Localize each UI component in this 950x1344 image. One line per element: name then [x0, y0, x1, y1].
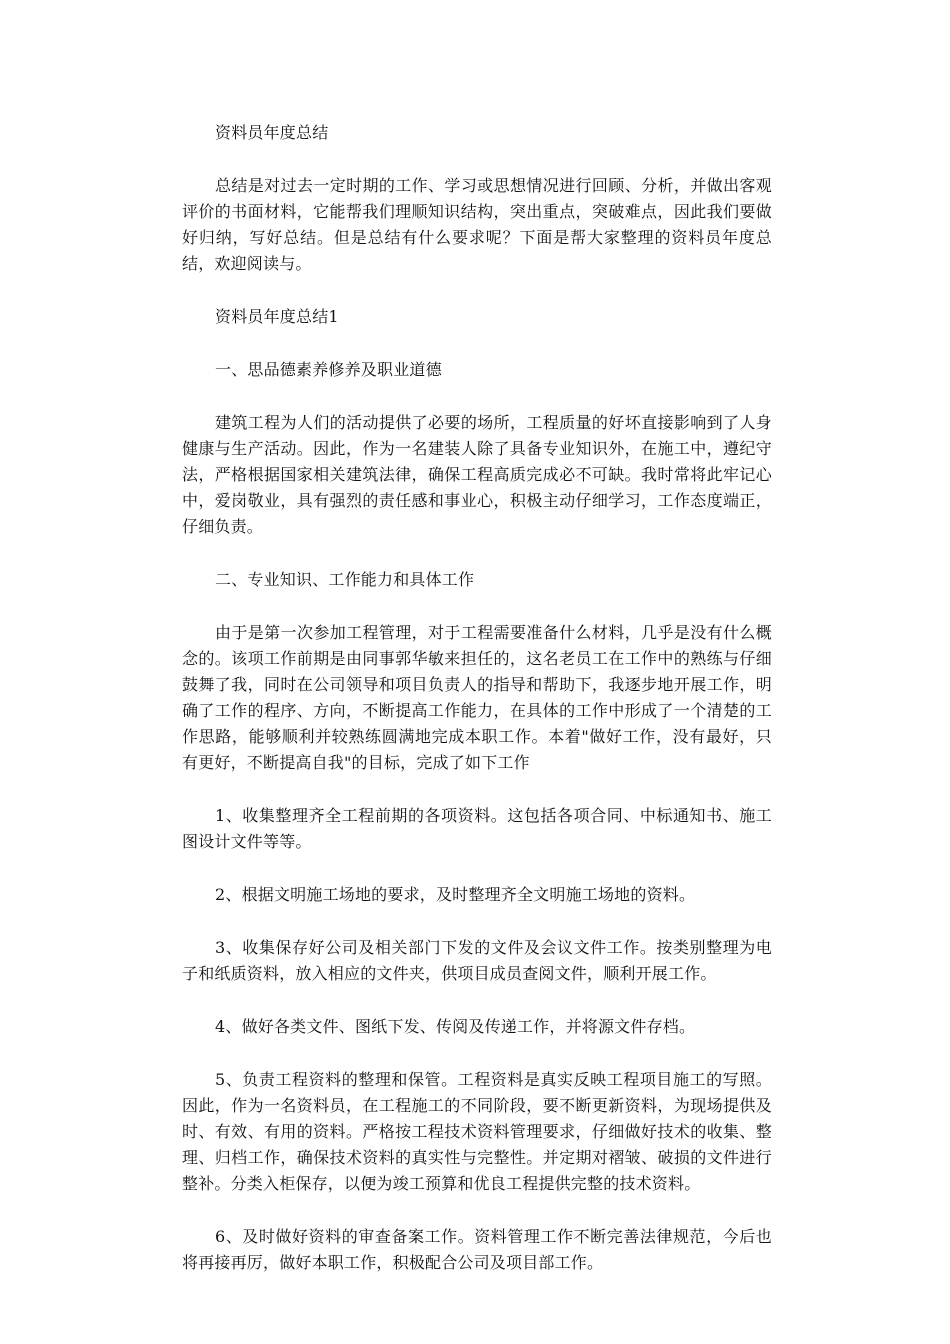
part1-body: 建筑工程为人们的活动提供了必要的场所，工程质量的好坏直接影响到了人身健康与生产活动。因此，作为一名建装人除了具备专业知识外，在施工中，遵纪守法，严格根据国家相关建筑法律，确保工程高质完成必不可缺。我时常将此牢记心中，爱岗敬业，具有强烈的责任感和事业心，积极主动仔细学习，工作态度端正，仔细负责。: [182, 413, 772, 536]
list-item: 2、根据文明施工场地的要求，及时整理齐全文明施工场地的资料。: [215, 885, 696, 904]
list-item: 3、收集保存好公司及相关部门下发的文件及会议文件工作。按类别整理为电子和纸质资料，放入相应的文件夹，供项目成员查阅文件，顺利开展工作。: [182, 938, 772, 983]
part1-heading: 一、思品德素养修养及职业道德: [215, 360, 442, 379]
document-page: [182, 120, 772, 1303]
list-item: 6、及时做好资料的审查备案工作。资料管理工作不断完善法律规范，今后也将再接再厉，做好本职工作，积极配合公司及项目部工作。: [182, 1227, 772, 1272]
intro-paragraph: 总结是对过去一定时期的工作、学习或思想情况进行回顾、分析，并做出客观评价的书面材料，它能帮我们理顺知识结构，突出重点，突破难点，因此我们要做好归纳，写好总结。但是总结有什么要求呢？下面是帮大家整理的资料员年度总结，欢迎阅读与。: [182, 176, 772, 273]
part2-body: 由于是第一次参加工程管理，对于工程需要准备什么材料，几乎是没有什么概念的。该项工作前期是由同事郭华敏来担任的，这名老员工在工作中的熟练与仔细鼓舞了我，同时在公司领导和项目负责人的指导和帮助下，我逐步地开展工作，明确了工作的程序、方向，不断提高工作能力，在具体的工作中形成了一个清楚的工作思路，能够顺利并较熟练圆满地完成本职工作。本着"做好工作，没有最好，只有更好，不断提高自我"的目标，完成了如下工作: [182, 623, 772, 772]
section-title: 资料员年度总结1: [215, 307, 339, 326]
list-item: 4、做好各类文件、图纸下发、传阅及传递工作，并将源文件存档。: [215, 1017, 696, 1036]
document-title: 资料员年度总结: [215, 123, 329, 142]
list-item: 5、负责工程资料的整理和保管。工程资料是真实反映工程项目施工的写照。因此，作为一名资料员，在工程施工的不同阶段，要不断更新资料，为现场提供及时、有效、有用的资料。严格按工程技术资料管理要求，仔细做好技术的收集、整理、归档工作，确保技术资料的真实性与完整性。并定期对褶皱、破损的文件进行整补。分类入柜保存，以便为竣工预算和优良工程提供完整的技术资料。: [182, 1070, 772, 1193]
list-item: 1、收集整理齐全工程前期的各项资料。这包括各项合同、中标通知书、施工图设计文件等等。: [182, 806, 772, 851]
part2-heading: 二、专业知识、工作能力和具体工作: [215, 570, 475, 589]
